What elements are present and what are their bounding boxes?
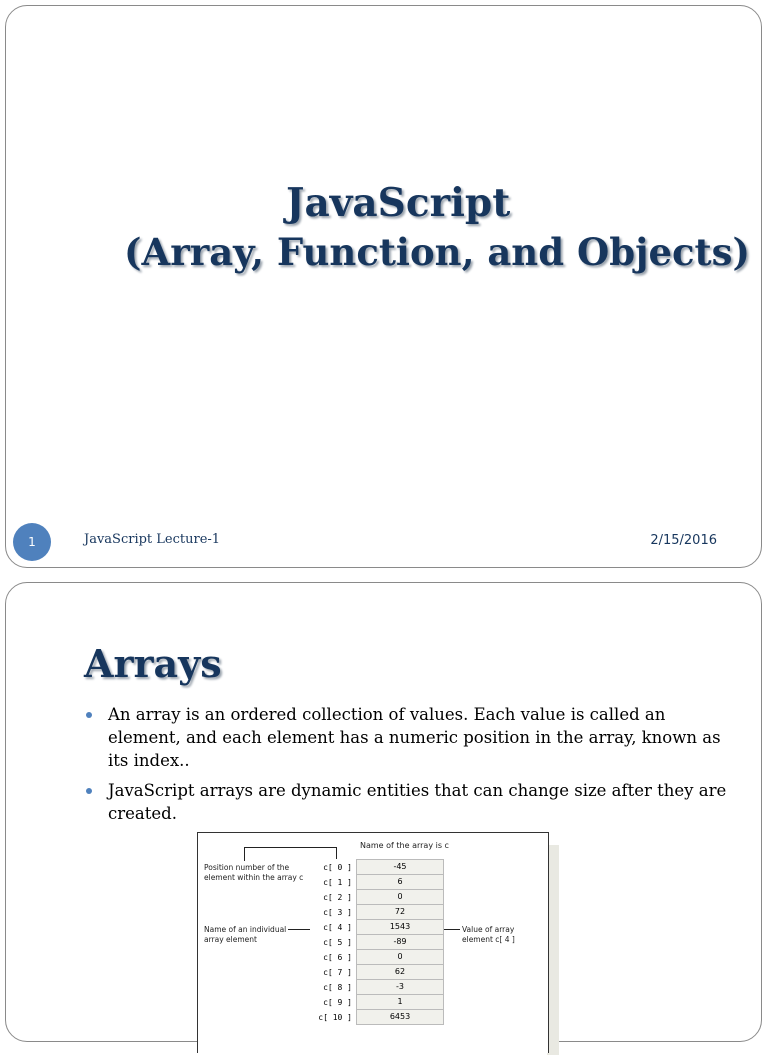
bullet-icon (86, 712, 92, 718)
slide-number-badge: 1 (13, 523, 51, 561)
index-label: c[ 0 ] (323, 863, 352, 872)
index-label: c[ 6 ] (323, 953, 352, 962)
index-label: c[ 5 ] (323, 938, 352, 947)
slide-title-line-2: (Array, Function, and Objects) (124, 230, 750, 274)
index-label: c[ 3 ] (323, 908, 352, 917)
array-name-label: Name of the array is c (360, 841, 449, 850)
array-cell: -89 (356, 935, 444, 950)
index-label: c[ 1 ] (323, 878, 352, 887)
slide-title-line-1: JavaScript (286, 180, 511, 226)
array-diagram (197, 832, 549, 1053)
bullet-text: JavaScript arrays are dynamic entities that can change size after they are created. (108, 781, 727, 823)
array-cell: 1 (356, 995, 444, 1010)
index-label: c[ 2 ] (323, 893, 352, 902)
array-cell: 0 (356, 950, 444, 965)
array-indices (308, 860, 352, 1025)
footer-lecture: JavaScript Lecture-1 (84, 532, 221, 547)
slide-title: Arrays (84, 641, 222, 686)
array-cell: -45 (356, 859, 444, 875)
index-label: c[ 10 ] (318, 1013, 352, 1022)
element-label: Name of an individual array element (204, 925, 287, 944)
array-cell: 1543 (356, 920, 444, 935)
pointer-line (336, 847, 337, 859)
array-cell: 62 (356, 965, 444, 980)
bullet-item (84, 703, 734, 772)
pointer-line (244, 847, 336, 848)
index-label: c[ 8 ] (323, 983, 352, 992)
index-label: c[ 7 ] (323, 968, 352, 977)
index-label: c[ 4 ] (323, 923, 352, 932)
position-label: Position number of the element within the array c (204, 863, 304, 882)
value-label: Value of array element c[ 4 ] (462, 925, 515, 944)
array-cell: 6 (356, 875, 444, 890)
bullet-icon (86, 788, 92, 794)
array-cell: 72 (356, 905, 444, 920)
array-cell: -3 (356, 980, 444, 995)
array-cell: 0 (356, 890, 444, 905)
bullet-item (84, 779, 734, 825)
bullet-list (84, 703, 734, 832)
index-label: c[ 9 ] (323, 998, 352, 1007)
footer-date: 2/15/2016 (650, 533, 717, 548)
slide-2 (5, 582, 762, 1042)
array-cells (356, 859, 444, 1025)
pointer-line (244, 847, 245, 861)
array-cell: 6453 (356, 1010, 444, 1025)
slide-1 (5, 5, 762, 568)
element-arrow-line (288, 929, 310, 930)
bullet-text: An array is an ordered collection of values. Each value is called an element, and each element has a numeric position in the array, known as its index.. (108, 705, 721, 770)
